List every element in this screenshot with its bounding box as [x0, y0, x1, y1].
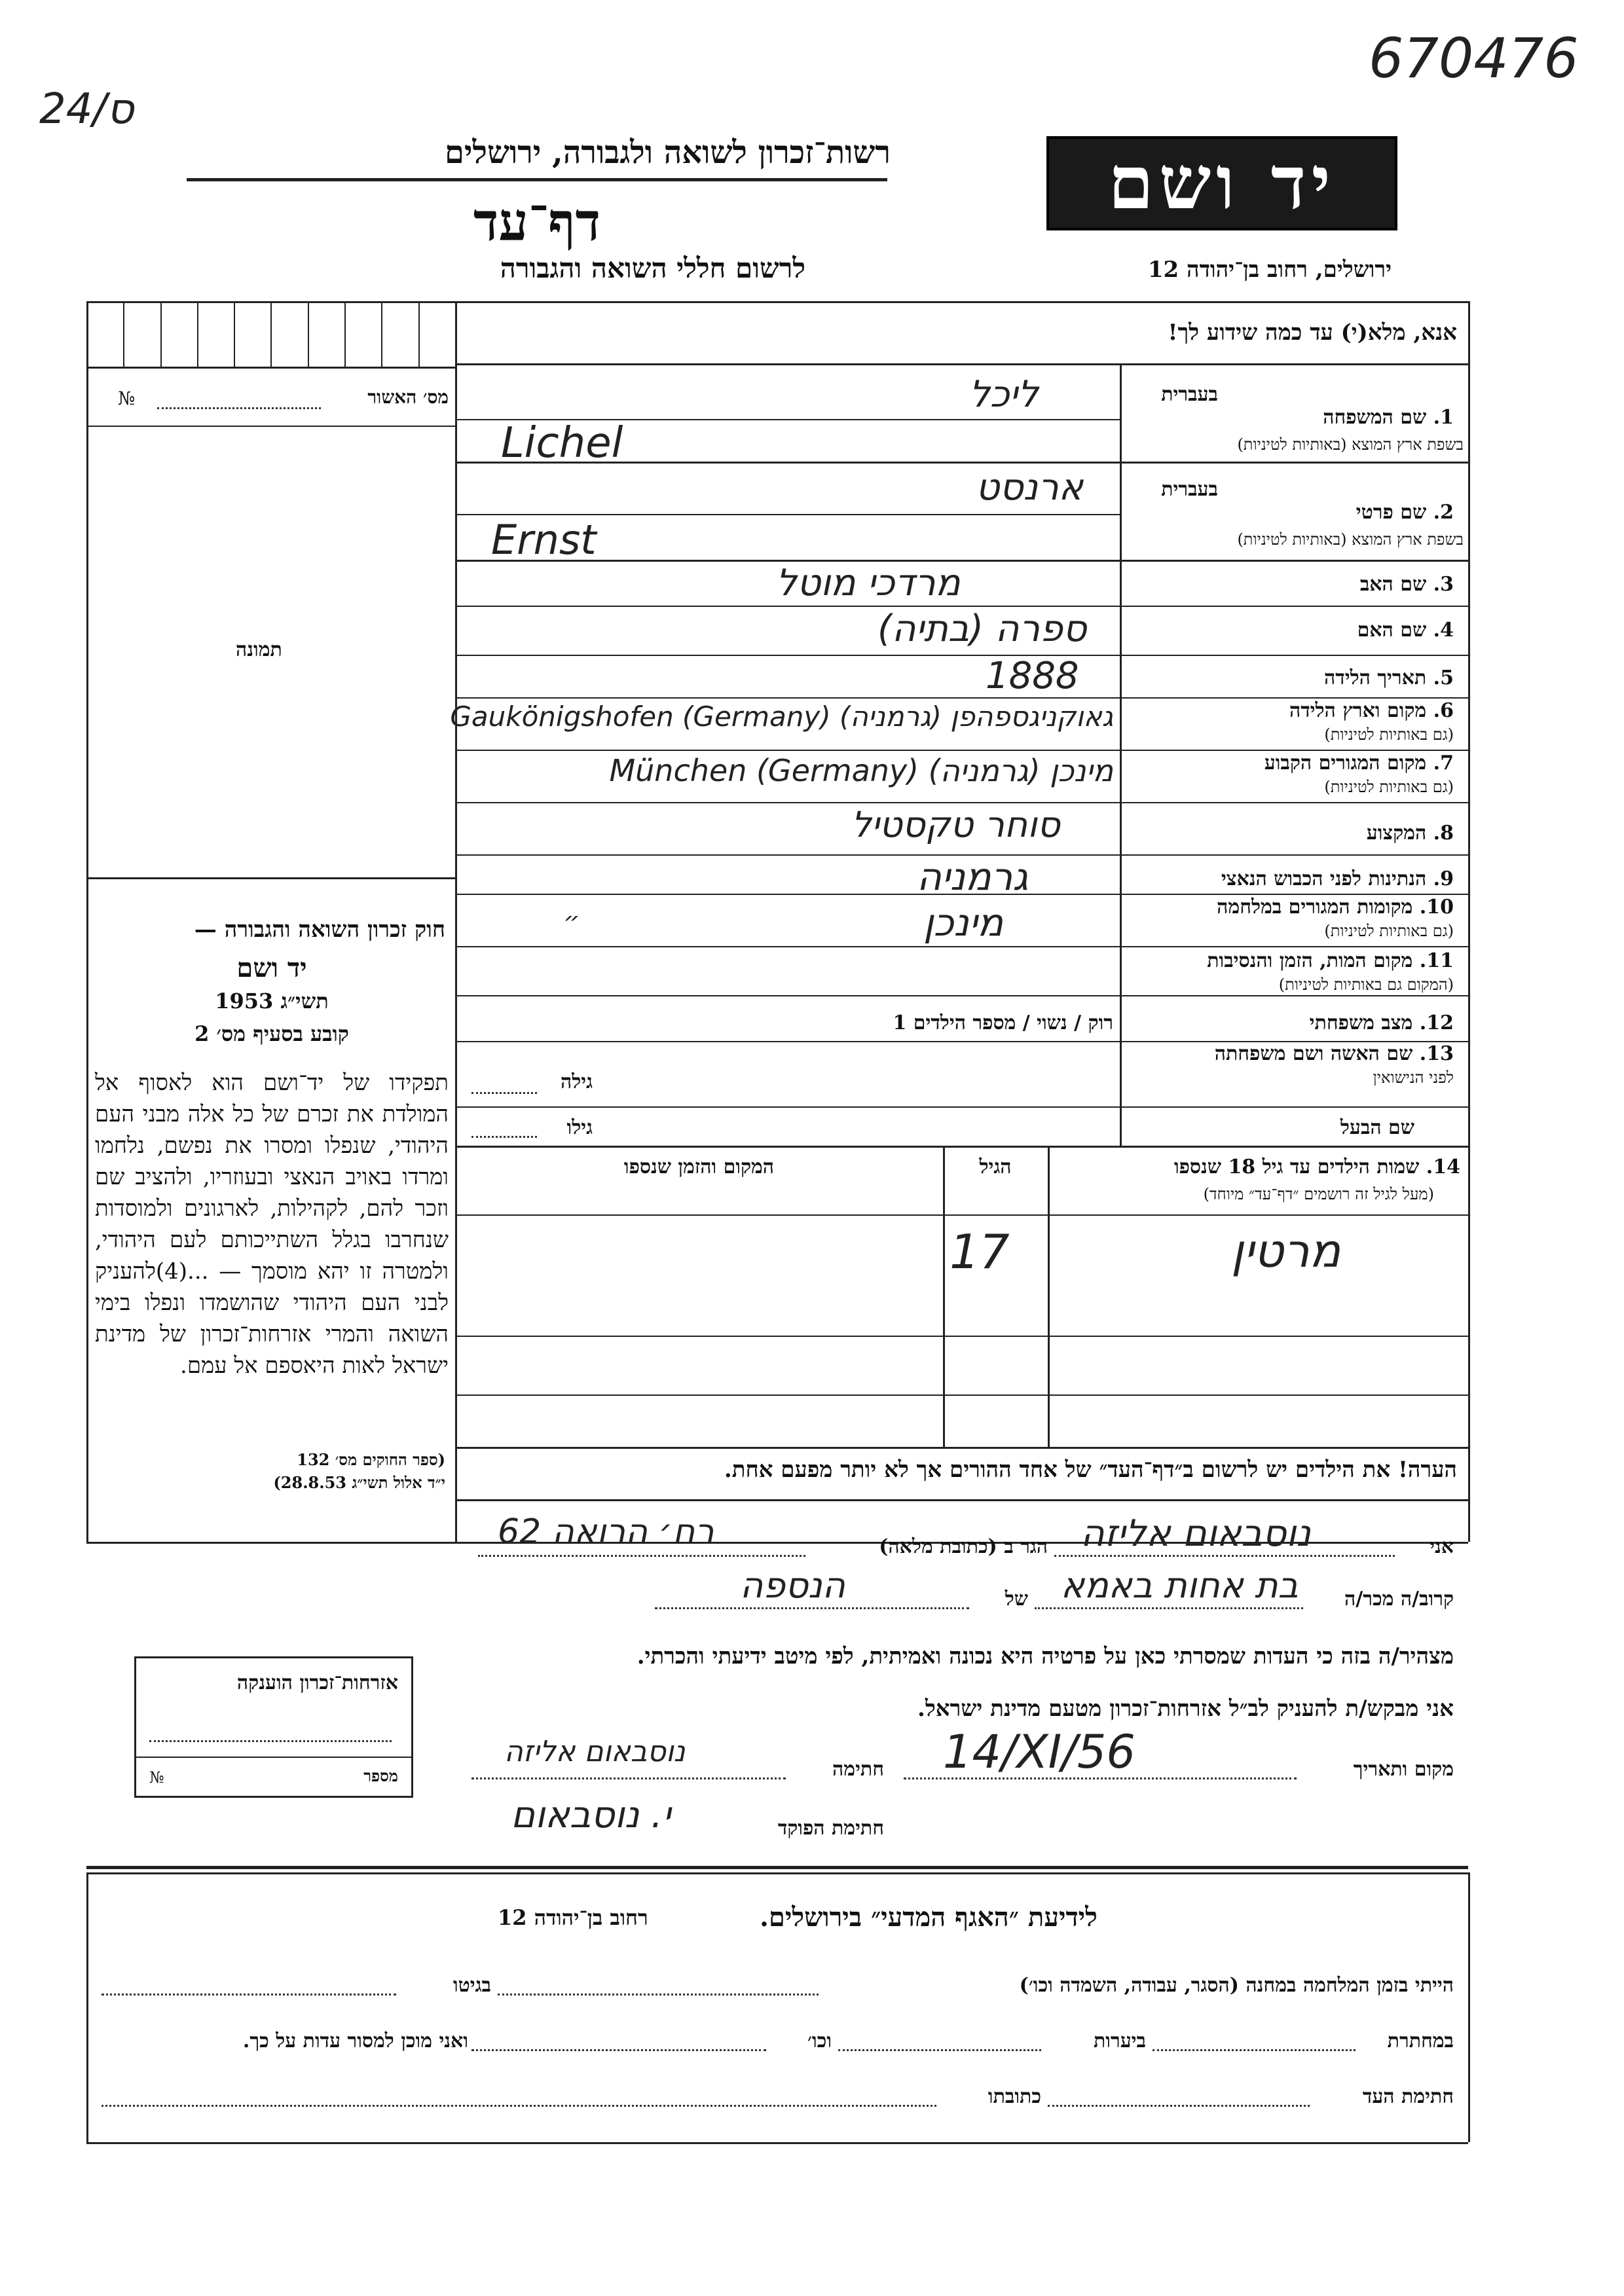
- law-ref-2: י״ד אלול תשי״ג 28.8.53): [273, 1473, 445, 1492]
- field-1-sub: בשפת ארץ המוצא (באותיות לטיניות): [1237, 435, 1464, 454]
- field-2-value-he: ארנסט: [976, 466, 1084, 509]
- footer-line2-b: ביערות: [1093, 2030, 1146, 2052]
- approval-suffix: №: [118, 388, 136, 409]
- decl-line2-value: הנספה: [740, 1565, 845, 1606]
- note-line: הערה! את הילדים יש לרשום ב״דף־העד״ של אחד ההורים אך לא יותר מפעם אחת.: [724, 1457, 1457, 1483]
- field-3-label: 3. שם האב: [1359, 573, 1454, 596]
- yad-vashem-logo: יד ושם: [1046, 136, 1397, 230]
- approval-label: מס׳ האשור: [367, 386, 449, 408]
- footer-line1-b: בגיטו: [452, 1974, 491, 1997]
- husband-label: שם הבעל: [1340, 1116, 1414, 1139]
- husband-extra: גילו: [566, 1116, 593, 1139]
- signature-label: חתימה: [832, 1758, 884, 1781]
- field-8-label: 8. המקצוע: [1366, 822, 1454, 845]
- field-1-label: 1. שם המשפחה: [1323, 406, 1454, 429]
- memorial-box: [134, 1656, 413, 1798]
- children-age-header: הגיל: [979, 1156, 1012, 1178]
- form-title: דף־עד: [473, 191, 601, 253]
- field-9-label: 9. הנתינות לפני הכבוש הנאצי: [1221, 867, 1454, 890]
- decl-line2-mid: של: [1005, 1588, 1028, 1611]
- place-date-value: 14/XI/56: [943, 1725, 1135, 1779]
- field-1-lang: בעברית: [1161, 383, 1218, 406]
- corner-mark-left: 24/ס: [39, 85, 134, 134]
- decl-line3: מצהיר/ה בזה כי העדות שמסרתי כאן על פרטיה היא נכונה ואמיתית, לפי מיטב ידיעתי והכרתי.: [637, 1643, 1454, 1669]
- field-4-value: ספרה (בתיה): [877, 608, 1087, 650]
- field-6-label: 6. מקום וארץ הלידה: [1289, 699, 1454, 722]
- purpose-line: לרשום חללי השואה והגבורה: [500, 252, 805, 284]
- field-10-value: מינכן: [923, 900, 1004, 945]
- footer-line3-b: כתובתו: [987, 2085, 1041, 2108]
- field-11-sub: (המקום גם באותיות לטיניות): [1278, 975, 1454, 994]
- children-subtitle: (מעל לגיל זה רושמים ״דף־עד״ מיוחד): [1203, 1185, 1434, 1203]
- field-4-label: 4. שם האם: [1357, 619, 1454, 642]
- field-3-value: מרדכי מוטל: [776, 562, 961, 604]
- decl-line1-prefix: אני: [1430, 1535, 1454, 1558]
- intro-line: אנא, מלא(י) עד כמה שידוע לך!: [1168, 319, 1457, 346]
- field-13-extra: גילה: [560, 1070, 593, 1093]
- decl-line1-mid: הגר ב (כתובת מלאה): [879, 1535, 1048, 1558]
- field-10-sub: (גם באותיות לטיניות): [1324, 922, 1454, 940]
- footer-title: לידיעת ״האגף המדעי״ בירושלים.: [760, 1902, 1098, 1933]
- field-10-label: 10. מקומות המגורים במלחמה: [1217, 896, 1454, 919]
- decl-line1-address: רח׳ הרואה 62: [498, 1512, 714, 1552]
- field-13-label: 13. שם האשה ושם משפחתה: [1214, 1042, 1454, 1065]
- child-1-name: מרטין: [1231, 1224, 1341, 1278]
- child-1-age: 17: [950, 1224, 1010, 1279]
- children-title: 14. שמות הילדים עד גיל 18 שנספו: [1173, 1156, 1460, 1178]
- memorial-number-suffix: №: [149, 1768, 164, 1787]
- decl-line1-name: נוסבאום אליזה: [1080, 1512, 1311, 1555]
- org-title: רשות־זכרון לשואה ולגבורה, ירושלים: [444, 134, 891, 171]
- law-clause: קובע בסעיף מס׳ 2: [194, 1021, 349, 1046]
- field-2-lang: בעברית: [1161, 478, 1218, 501]
- footer-line1-a: הייתי בזמן המלחמה במחנה (הסגר, עבודה, השמדה וכו׳): [1019, 1974, 1454, 1997]
- decl-line4: אני מבקש/ת להעניק לב״ל אזרחות־זכרון מטעם מדינת ישראל.: [917, 1696, 1454, 1722]
- field-1-value-he: ליכל: [969, 373, 1039, 416]
- field-7-sub: (גם באותיות לטיניות): [1324, 778, 1454, 796]
- law-name: יד ושם: [236, 953, 307, 983]
- officer-label: חתימת הפוקד: [777, 1817, 884, 1840]
- officer-value: י. נוסבאום: [511, 1794, 671, 1836]
- field-7-label: 7. מקום המגורים הקבוע: [1264, 752, 1454, 774]
- corner-mark-right: 670476: [1369, 26, 1579, 90]
- signature-value: נוסבאום אליזה: [504, 1735, 686, 1768]
- law-text: תפקידו של יד־ושם הוא לאסוף אל המולדת את זכרם של כל אלה מבני העם היהודי, שנפלו ומסרו את נפשם, נלחמו ומרדו באויב הנאצי ובעוזריו, ולהציב שם וזכר להם, לקהילות, לארגונים ולמוסדות שנחרבו בגלל השתייכותם לעם היהודי, ולמטרה זו יהא מוסמך — ...(4)להעניק לבני העם היהודי שהושמדו ונפלו בימי השואה והמרי אזרחות־זכרון של מדינת ישראל לאות היאספם אל עמם.: [95, 1070, 449, 1379]
- field-11-label: 11. מקום המות, הזמן והנסיבות: [1207, 949, 1454, 972]
- law-ref-1: (ספר החוקים מס׳ 132: [297, 1450, 445, 1469]
- field-9-value: גרמניה: [917, 854, 1029, 899]
- children-place-header: המקום והזמן שנספו: [623, 1156, 775, 1178]
- photo-label: תמונה: [236, 638, 282, 661]
- memorial-number-label: מספר: [363, 1766, 398, 1785]
- footer-line2-d: ואני מוכן למסור עדות על כך.: [242, 2030, 468, 2052]
- field-7-value: מינכן (גרמניה) München (Germany): [609, 753, 1113, 788]
- field-5-value: 1888: [986, 655, 1079, 697]
- field-2-value-latin: Ernst: [491, 516, 597, 564]
- place-date-label: מקום ותאריך: [1353, 1758, 1454, 1781]
- field-6-value: גאוקניגספהפן (גרמניה) Gaukönigshofen (Germany): [450, 701, 1113, 733]
- field-13-sub: לפני הנישואין: [1373, 1068, 1454, 1087]
- field-8-value: סוחר טקסטיל: [851, 804, 1060, 845]
- law-year: תשי״ג 1953: [215, 989, 329, 1013]
- field-6-sub: (גם באותיות לטיניות): [1324, 725, 1454, 744]
- field-12-label: 12. מצב משפחתי: [1309, 1011, 1454, 1034]
- footer-address: רחוב בן־יהודה 12: [498, 1905, 648, 1930]
- field-1-value-latin: Lichel: [501, 419, 623, 467]
- footer-line3-a: חתימת העד: [1362, 2085, 1454, 2108]
- memorial-title: אזרחות־זכרון הוענקה: [236, 1671, 398, 1694]
- field-5-label: 5. תאריך הלידה: [1324, 666, 1454, 689]
- footer-line2-c: וכו׳: [807, 2030, 832, 2052]
- decl-line2-prefix: קרוב/ה מכר/ה: [1344, 1588, 1454, 1611]
- law-title: חוק זכרון השואה והגבורה —: [194, 917, 445, 943]
- field-11-value: ״: [563, 907, 580, 937]
- address-line: ירושלים, רחוב בן־יהודה 12: [1147, 257, 1392, 283]
- footer-line2-a: במחתרת: [1387, 2030, 1454, 2052]
- field-2-sub: בשפת ארץ המוצא (באותיות לטיניות): [1237, 530, 1464, 549]
- field-2-label: 2. שם פרטי: [1356, 501, 1454, 524]
- field-12-value: רוק / נשוי / מספר הילדים 1: [893, 1011, 1113, 1034]
- decl-line2-relation: בת אחות באמא: [1061, 1565, 1299, 1606]
